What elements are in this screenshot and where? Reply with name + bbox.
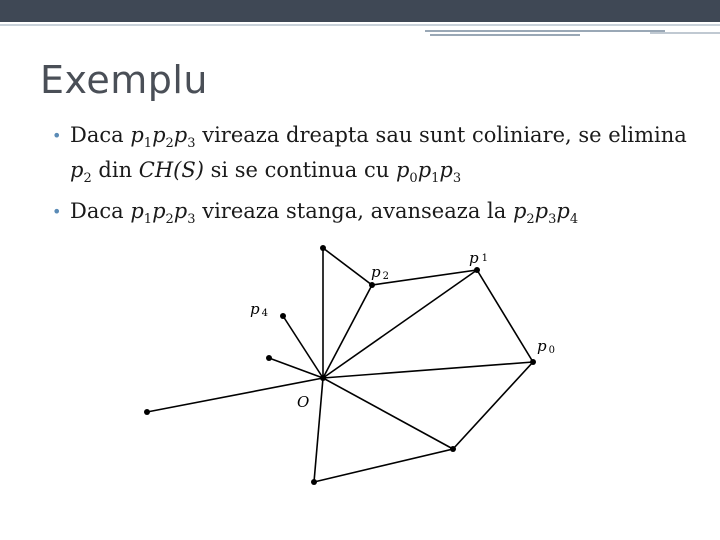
label-origin: O xyxy=(297,393,310,411)
subscript: 2 xyxy=(83,171,92,187)
point-p1 xyxy=(474,267,480,273)
point xyxy=(311,479,317,485)
text-run: vireaza stanga, avanseaza la xyxy=(195,199,513,224)
edge xyxy=(323,270,477,378)
subscript: 2 xyxy=(526,212,535,228)
subscript: 4 xyxy=(569,212,579,228)
bullet-marker: • xyxy=(52,126,62,145)
point xyxy=(450,446,456,452)
label-p1: p 1 xyxy=(469,249,488,267)
subscript: 2 xyxy=(165,212,174,228)
point xyxy=(320,245,326,251)
subscript: 3 xyxy=(452,171,462,187)
subscript: 3 xyxy=(548,212,557,228)
subscript: 1 xyxy=(431,171,440,187)
edge xyxy=(323,285,372,378)
math-symbol: p xyxy=(130,199,144,224)
subscript: 3 xyxy=(187,212,196,228)
math-symbol: p xyxy=(417,158,432,183)
point xyxy=(144,409,150,415)
hull-edges xyxy=(147,248,533,482)
edge xyxy=(314,378,323,482)
math-symbol: CH(S) xyxy=(138,158,204,183)
label-p4: p 4 xyxy=(250,300,268,319)
text-run: Daca xyxy=(70,199,131,224)
math-symbol: p xyxy=(173,199,188,224)
point-origin xyxy=(320,375,326,381)
subscript: 1 xyxy=(143,136,153,152)
edge xyxy=(323,362,533,378)
text-run: vireaza dreapta sau sunt coliniare, se elimina xyxy=(195,123,687,147)
text-run: din xyxy=(91,158,139,183)
math-symbol: p xyxy=(152,123,166,147)
edge xyxy=(283,316,323,378)
subscript: 0 xyxy=(409,171,418,187)
text-run: Daca xyxy=(70,123,131,147)
math-symbol: p xyxy=(534,199,549,224)
label-p0: p 0 xyxy=(537,337,555,356)
point xyxy=(266,355,272,361)
point-p4 xyxy=(280,313,286,319)
math-symbol: p xyxy=(130,123,144,147)
math-symbol: p xyxy=(395,158,410,183)
math-symbol: p xyxy=(173,123,188,147)
edge xyxy=(269,358,323,378)
slide-title: Exemplu xyxy=(40,58,208,102)
point-p0 xyxy=(530,359,536,365)
label-p2: p 2 xyxy=(371,263,389,282)
subscript: 2 xyxy=(165,136,174,152)
point-p2 xyxy=(369,282,375,288)
subscript: 3 xyxy=(187,136,196,152)
math-symbol: p xyxy=(439,158,453,183)
math-symbol: p xyxy=(512,199,527,224)
bullet-marker: • xyxy=(52,202,62,222)
math-symbol: p xyxy=(152,199,166,224)
edge xyxy=(323,378,453,449)
math-symbol: p xyxy=(70,158,84,183)
text-run: si se continua cu xyxy=(203,158,396,183)
points xyxy=(144,245,536,485)
math-symbol: p xyxy=(556,199,570,224)
subscript: 1 xyxy=(143,212,153,228)
